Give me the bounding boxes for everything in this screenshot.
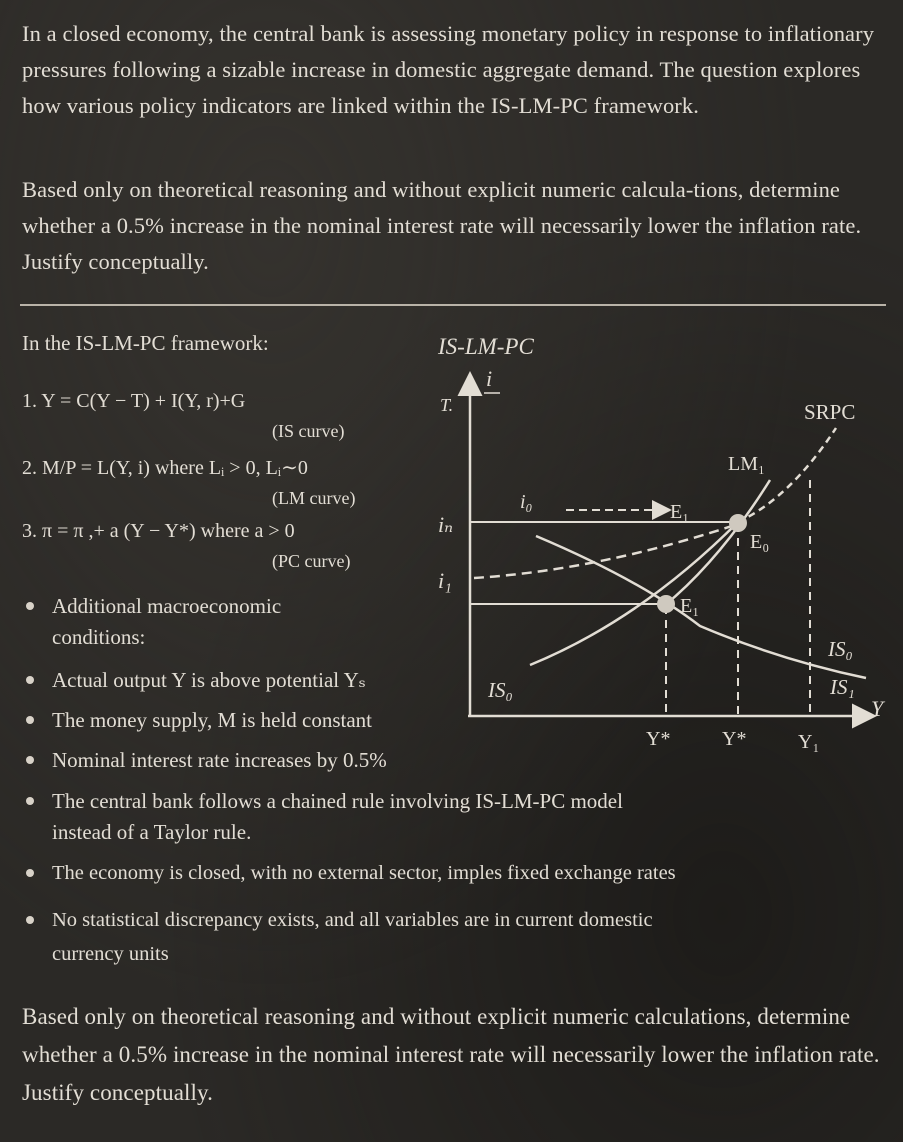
equation-pc-label: (PC curve) <box>272 551 351 571</box>
x-tick-ystar-2: Y* <box>722 728 747 750</box>
curve-label-lm1: LM₁ <box>728 453 765 475</box>
question-intro: In a closed economy, the central bank is assessing monetary policy in response to inflationary pressures following a sizable increase in domestic aggregate demand. The question explores how various policy indicators are linked within the IS-LM-PC framework. <box>22 21 875 118</box>
equation-is-label: (IS curve) <box>272 421 345 441</box>
equation-pc: 3. π = π ,+ a (Y − Y*) where a > 0 <box>22 520 295 542</box>
curve-label-is0-left: IS₀ <box>488 678 513 702</box>
pc-curve-lower <box>530 522 738 665</box>
point-label-e1-lower: E₁ <box>680 595 700 617</box>
equation-lm: 2. M/P = L(Y, i) where Lᵢ > 0, Lᵢ∼0 <box>22 457 308 479</box>
dashed-lm-curve <box>474 524 738 578</box>
curve-label-srpc: SRPC <box>804 400 856 424</box>
y-axis-label: i <box>486 366 493 391</box>
question-closing: Based only on theoretical reasoning and without explicit numeric calculations, determine whether a 0.5% increase in the nominal interest rate will necessarily lower the inflation rate. Justify conceptually. <box>22 1004 880 1105</box>
interest-label-i0: i₀ <box>520 491 533 513</box>
diagram-title: IS-LM-PC <box>438 334 534 359</box>
point-e1 <box>657 595 675 613</box>
x-tick-ystar-1: Y* <box>646 728 671 750</box>
curve-label-is0-right: IS₀ <box>828 637 853 661</box>
equation-is: 1. Y = C(Y − T) + I(Y, r)+G <box>22 390 246 412</box>
framework-heading: In the IS-LM-PC framework: <box>22 331 269 355</box>
point-label-e0: E₀ <box>750 531 770 553</box>
x-axis-label: Y <box>871 696 884 721</box>
curve-label-is1-right: IS₁ <box>830 675 855 699</box>
point-e0 <box>729 514 747 532</box>
interest-label-in: iₙ <box>438 512 454 537</box>
interest-label-i1: i₁ <box>438 568 452 593</box>
x-tick-y1: Y₁ <box>798 731 820 753</box>
question-prompt: Based only on theoretical reasoning and without explicit numeric calcula-tions, determine whether a 0.5% increase in the nominal interest rate will necessarily lower the inflation rate. Justify conceptually. <box>22 177 862 274</box>
equation-lm-label: (LM curve) <box>272 488 356 508</box>
point-label-e1-arrow: E₁ <box>670 501 690 523</box>
y-axis-marker: T. <box>440 395 454 415</box>
